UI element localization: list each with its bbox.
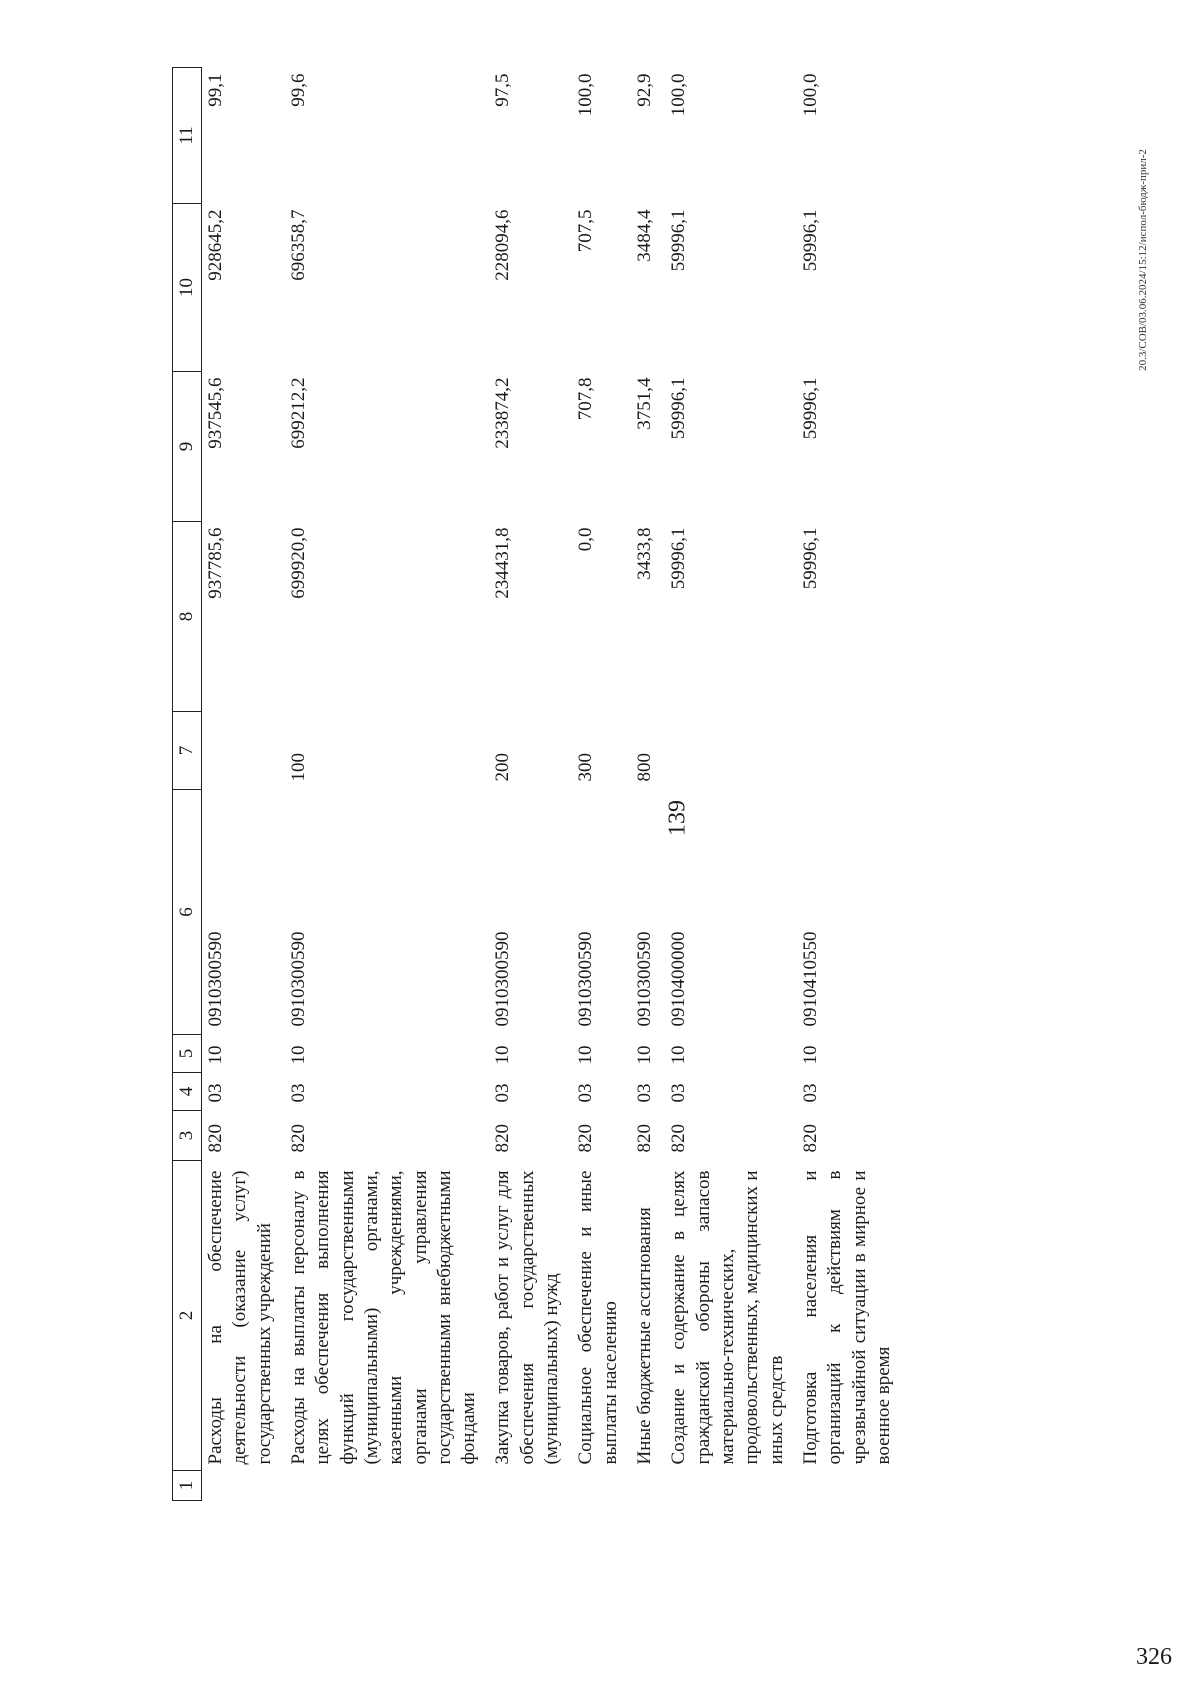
section-code: 03: [575, 1083, 597, 1103]
table-row: [572, 68, 631, 1501]
table-row: [665, 68, 797, 1501]
target-article-code: 0910400000: [668, 931, 690, 1027]
table-row: [797, 68, 904, 1501]
section-code: 03: [205, 1083, 226, 1103]
header-row: [173, 68, 202, 1501]
subsection-code: 10: [799, 1045, 821, 1065]
budget-execution-table: [172, 67, 904, 1501]
table-row: [285, 68, 490, 1501]
subsection-code: 10: [205, 1045, 226, 1065]
value-col-11: 99,6: [287, 73, 309, 107]
header-col-8: 8: [173, 522, 202, 712]
value-col-8: 3433,8: [634, 527, 655, 580]
ministry-code: 820: [799, 1124, 821, 1153]
ministry-code: 820: [668, 1124, 690, 1153]
value-col-9: 59996,1: [799, 377, 821, 440]
row-name: Расходы на выплаты персоналу в целях обеспечения выполнения функций государственными (муниципальными) органами, казенными учреждениями, органами управления государственными внебюджетными фондами: [287, 1170, 480, 1465]
row-number: [285, 1471, 490, 1501]
value-col-8: 59996,1: [668, 527, 690, 590]
row-name: Расходы на обеспечение деятельности (оказание услуг) государственных учреждений: [205, 1170, 275, 1465]
value-col-11: 92,9: [634, 73, 655, 107]
value-col-10: 928645,2: [205, 209, 226, 281]
expense-type-code: 300: [575, 753, 597, 782]
header-col-7: 7: [173, 712, 202, 790]
value-col-11: 97,5: [492, 73, 514, 107]
subsection-code: 10: [634, 1045, 655, 1065]
header-col-5: 5: [173, 1035, 202, 1073]
row-name: Социальное обеспечение и иные выплаты населению: [575, 1170, 621, 1465]
value-col-10: 59996,1: [799, 209, 821, 272]
subsection-code: 10: [287, 1045, 309, 1065]
section-code: 03: [492, 1083, 514, 1103]
document-footer-code: 20.3/СОВ/03.06.2024/15:12/испол-бюдж-прил-2: [1137, 149, 1149, 371]
row-name: Закупка товаров, работ и услуг для обеспечения государственных (муниципальных) нужд: [492, 1170, 563, 1465]
value-col-10: 696358,7: [287, 209, 309, 281]
expense-type-code: [665, 712, 797, 790]
value-col-8: 59996,1: [799, 527, 821, 590]
target-article-code: 0910300590: [205, 931, 226, 1027]
header-col-2: 2: [173, 1161, 202, 1471]
value-col-8: 0,0: [575, 527, 597, 552]
target-article-code: 0910300590: [575, 931, 597, 1027]
section-code: 03: [668, 1083, 690, 1103]
section-code: 03: [634, 1083, 655, 1103]
ministry-code: 820: [575, 1124, 597, 1153]
ministry-code: 820: [492, 1124, 514, 1153]
table-row: [631, 68, 665, 1501]
value-col-10: 707,5: [575, 209, 597, 253]
header-col-3: 3: [173, 1111, 202, 1161]
row-number: [489, 1471, 572, 1501]
value-col-11: 100,0: [799, 73, 821, 117]
ministry-code: 820: [287, 1124, 309, 1153]
ministry-code: 820: [634, 1124, 655, 1153]
value-col-11: 100,0: [668, 73, 690, 117]
header-col-11: 11: [173, 68, 202, 204]
expense-type-code: [797, 712, 904, 790]
header-col-1: 1: [173, 1471, 202, 1501]
header-col-9: 9: [173, 372, 202, 522]
row-number: [202, 1471, 285, 1501]
target-article-code: 0910300590: [287, 931, 309, 1027]
sheet-number: 326: [1136, 1644, 1172, 1670]
value-col-9: 3751,4: [634, 377, 655, 430]
table-row: [489, 68, 572, 1501]
section-code: 03: [799, 1083, 821, 1103]
target-article-code: 0910410550: [799, 931, 821, 1027]
value-col-8: 234431,8: [492, 527, 514, 599]
value-col-11: 100,0: [575, 73, 597, 117]
value-col-9: 937545,6: [205, 377, 226, 449]
value-col-10: 59996,1: [668, 209, 690, 272]
expense-type-code: 800: [634, 753, 655, 782]
header-col-6: 6: [173, 790, 202, 1035]
subsection-code: 10: [492, 1045, 514, 1065]
expense-type-code: [202, 712, 285, 790]
value-col-11: 99,1: [205, 73, 226, 107]
target-article-code: 0910300590: [634, 931, 655, 1027]
expense-type-code: 100: [287, 753, 309, 782]
row-number: [572, 1471, 631, 1501]
row-name: Иные бюджетные ассигнования: [634, 1207, 655, 1465]
row-number: [631, 1471, 665, 1501]
subsection-code: 10: [575, 1045, 597, 1065]
section-code: 03: [287, 1083, 309, 1103]
value-col-9: 59996,1: [668, 377, 690, 440]
ministry-code: 820: [205, 1124, 226, 1153]
value-col-8: 937785,6: [205, 527, 226, 599]
budget-table-container: [172, 68, 952, 1501]
subsection-code: 10: [668, 1045, 690, 1065]
row-name: Подготовка населения и организаций к действиям в чрезвычайной ситуации в мирное и военное время: [799, 1170, 894, 1465]
value-col-9: 707,8: [575, 377, 597, 421]
value-col-8: 699920,0: [287, 527, 309, 599]
row-name: Создание и содержание в целях гражданской обороны запасов материально-технических, продовольственных, медицинских и иных средств: [668, 1170, 787, 1465]
header-col-4: 4: [173, 1073, 202, 1111]
page-number: 139: [664, 800, 691, 836]
header-col-10: 10: [173, 204, 202, 372]
value-col-9: 699212,2: [287, 377, 309, 449]
row-number: [797, 1471, 904, 1501]
value-col-10: 3484,4: [634, 209, 655, 262]
expense-type-code: 200: [492, 753, 514, 782]
table-row: [202, 68, 285, 1501]
target-article-code: 0910300590: [492, 931, 514, 1027]
value-col-10: 228094,6: [492, 209, 514, 281]
budget-table-rotated: [172, 68, 952, 1501]
row-number: [665, 1471, 797, 1501]
value-col-9: 233874,2: [492, 377, 514, 449]
